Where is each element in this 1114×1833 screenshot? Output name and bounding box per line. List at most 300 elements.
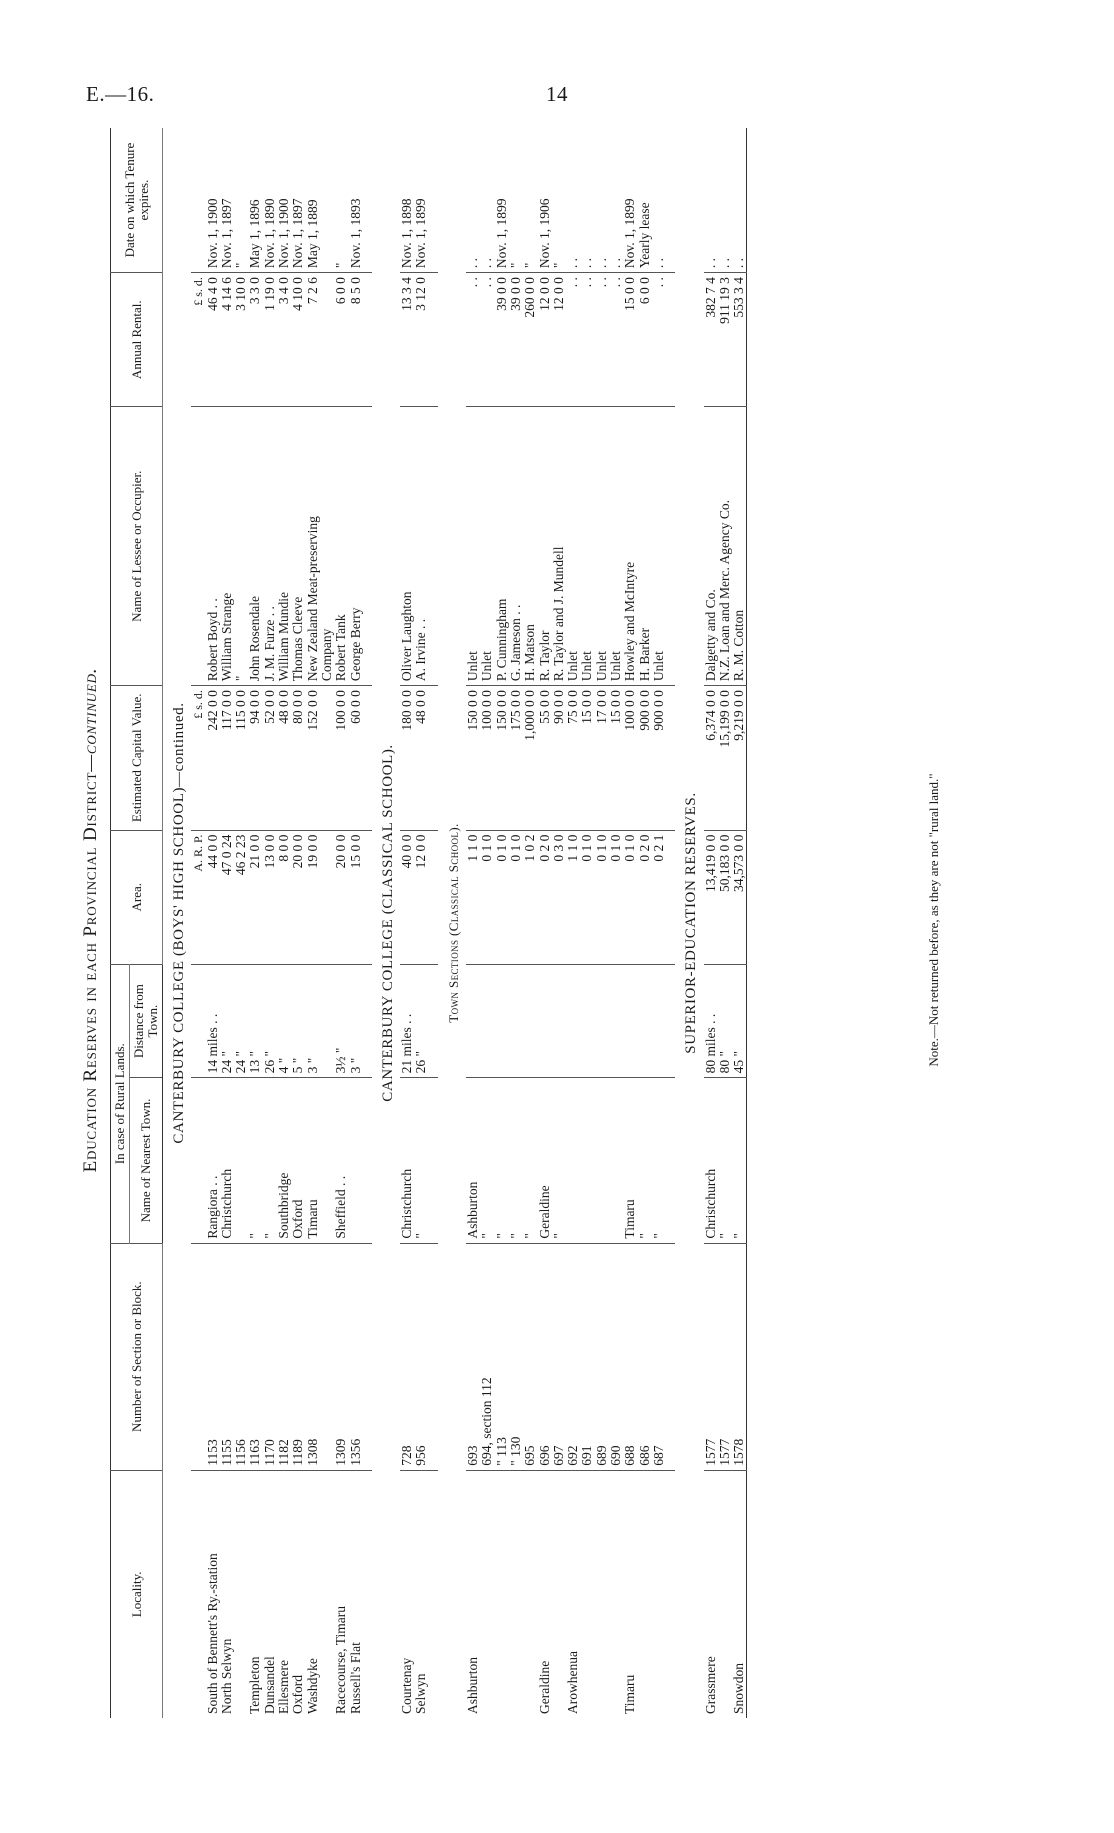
cell-distance — [623, 964, 637, 1078]
cell-capital: 180 0 0 — [400, 686, 414, 831]
cell-locality — [609, 1470, 623, 1718]
cell-rental: 3 10 0 — [234, 273, 248, 407]
cell-lessee: A. Irvine . . — [414, 407, 428, 686]
cell-town: Ashburton — [466, 1078, 480, 1243]
header-capital: Estimated Capital Value. — [111, 686, 163, 831]
cell-town: " — [480, 1078, 494, 1243]
cell-section: " 113 — [495, 1243, 509, 1470]
reserves-table — [110, 128, 747, 1718]
cell-capital: 94 0 0 — [248, 686, 262, 831]
cell-rental: 260 0 0 — [523, 273, 537, 407]
cell-area: 1 1 0 — [466, 830, 480, 964]
spacer-cell — [666, 1470, 675, 1718]
table-row — [523, 128, 537, 1718]
cell-lessee: Dalgetty and Co. — [704, 407, 718, 686]
cell-section: 1163 — [248, 1243, 262, 1470]
cell-lessee: Howley and McIntyre — [623, 407, 637, 686]
cell-locality — [638, 1470, 652, 1718]
cell-section: " 130 — [509, 1243, 523, 1470]
cell-rental: 15 0 0 — [623, 273, 637, 407]
cell-area: 0 1 0 — [595, 830, 609, 964]
header-town: Name of Nearest Town. — [130, 1078, 163, 1243]
cell-rental — [320, 273, 334, 407]
spacer-cell — [363, 128, 372, 273]
cell-locality — [234, 1470, 248, 1718]
cell-rental: 7 2 6 — [306, 273, 320, 407]
cell-capital: 17 0 0 — [595, 686, 609, 831]
cell-area: 0 2 0 — [538, 830, 552, 964]
cell-expires: Nov. 1, 1898 — [400, 128, 414, 273]
cell-distance: 80 miles . . — [704, 964, 718, 1078]
cell-locality: Dunsandel — [261, 1656, 277, 1714]
spacer-cell — [363, 407, 372, 686]
cell-town — [320, 1078, 334, 1243]
cell-rental: . . — [609, 273, 623, 407]
cell-distance: 24 " — [234, 964, 248, 1078]
cell-expires: Nov. 1, 1900 — [277, 128, 291, 273]
cell-area: 20 0 0 — [291, 830, 305, 964]
spacer-cell — [429, 1470, 438, 1718]
table-row — [495, 128, 509, 1718]
cell-area: 0 1 0 — [480, 830, 494, 964]
rotated-table-page — [80, 100, 960, 1740]
cell-distance: 4 " — [277, 964, 291, 1078]
header-rural-group: In case of Rural Lands. — [111, 964, 130, 1243]
spacer-cell — [666, 686, 675, 831]
cell-distance — [566, 964, 580, 1078]
cell-expires: Nov. 1, 1897 — [291, 128, 305, 273]
cell-rental: . . — [480, 273, 494, 407]
table-row — [732, 128, 747, 1718]
cell-expires: " — [523, 128, 537, 273]
cell-distance — [552, 964, 566, 1078]
cell-section: 693 — [466, 1243, 480, 1470]
table-row — [263, 128, 277, 1718]
cell-section: 690 — [609, 1243, 623, 1470]
cell-locality — [495, 1470, 509, 1718]
cell-distance — [509, 964, 523, 1078]
cell-town: " — [248, 1078, 262, 1243]
cell-rental: 4 14 6 — [220, 273, 234, 407]
section-heading: CANTERBURY COLLEGE (CLASSICAL SCHOOL). — [379, 744, 396, 1102]
cell-area: 0 3 0 — [552, 830, 566, 964]
table-row — [638, 128, 652, 1718]
units-lessee — [191, 407, 205, 686]
units-town — [191, 1078, 205, 1243]
cell-rental: 1 19 0 — [263, 273, 277, 407]
cell-locality: Oxford — [290, 1675, 306, 1714]
cell-area — [320, 830, 334, 964]
cell-lessee: Unlet — [466, 407, 480, 686]
cell-expires: . . — [609, 128, 623, 273]
cell-capital: 100 0 0 — [480, 686, 494, 831]
header-area: Area. — [111, 830, 163, 964]
cell-expires: . . — [466, 128, 480, 273]
header-rental: Annual Rental. — [111, 273, 163, 407]
cell-town — [566, 1078, 580, 1243]
spacer-cell — [429, 128, 438, 273]
table-row — [623, 128, 637, 1718]
units-expires — [191, 128, 205, 273]
spacer-row — [363, 128, 372, 1718]
cell-distance: 24 " — [220, 964, 234, 1078]
spacer-cell — [429, 964, 438, 1078]
cell-lessee: New Zealand Meat-preserving — [306, 407, 320, 686]
cell-lessee: Company — [320, 407, 334, 686]
cell-capital: 9,219 0 0 — [732, 686, 747, 831]
cell-lessee: Oliver Laughton — [400, 407, 414, 686]
cell-lessee: Thomas Cleeve — [291, 407, 305, 686]
cell-locality: South of Bennett's Ry.-station — [204, 1553, 220, 1714]
spacer-cell — [429, 1078, 438, 1243]
header-distance: Distance from Town. — [130, 964, 163, 1078]
table-title-main: Education Reserves in each Provincial District — [80, 771, 101, 1173]
cell-rental: 553 3 4 — [732, 273, 747, 407]
cell-distance — [495, 964, 509, 1078]
cell-area: 47 0 24 — [220, 830, 234, 964]
cell-area: 0 2 0 — [638, 830, 652, 964]
cell-distance — [595, 964, 609, 1078]
cell-rental: 12 0 0 — [552, 273, 566, 407]
cell-area: 8 0 0 — [277, 830, 291, 964]
spacer-cell — [363, 830, 372, 964]
cell-capital: 15,199 0 0 — [718, 686, 732, 831]
header-locality: Locality. — [111, 1470, 163, 1718]
spacer-cell — [666, 830, 675, 964]
cell-area: 13,419 0 0 — [704, 830, 718, 964]
cell-capital: 175 0 0 — [509, 686, 523, 831]
cell-section — [320, 1243, 334, 1470]
spacer-cell — [666, 128, 675, 273]
cell-capital: 100 0 0 — [623, 686, 637, 831]
table-row — [609, 128, 623, 1718]
spacer-cell — [363, 1243, 372, 1470]
spacer-row — [666, 128, 675, 1718]
page-reference: E.—16. — [86, 82, 155, 106]
cell-locality: North Selwyn — [218, 1638, 234, 1714]
table-title-suffix: —continued. — [80, 667, 101, 772]
cell-distance — [652, 964, 666, 1078]
table-row — [466, 128, 480, 1718]
cell-expires: . . — [580, 128, 594, 273]
cell-distance: 26 " — [414, 964, 428, 1078]
cell-capital: 52 0 0 — [263, 686, 277, 831]
cell-distance: 80 " — [718, 964, 732, 1078]
cell-rental: 13 3 4 — [400, 273, 414, 407]
cell-section: 1153 — [206, 1243, 220, 1470]
cell-town: Rangiora . . — [206, 1078, 220, 1243]
cell-area: 0 1 0 — [609, 830, 623, 964]
cell-expires: . . — [480, 128, 494, 273]
section-heading: SUPERIOR-EDUCATION RESERVES. — [683, 792, 700, 1054]
cell-distance — [609, 964, 623, 1078]
cell-lessee: R. M. Cotton — [732, 407, 747, 686]
spacer-cell — [363, 1470, 372, 1718]
cell-town: Christchurch — [704, 1078, 718, 1243]
cell-area: 40 0 0 — [400, 830, 414, 964]
cell-locality — [509, 1470, 523, 1718]
table-row — [234, 128, 248, 1718]
cell-rental: . . — [595, 273, 609, 407]
cell-section: 1170 — [263, 1243, 277, 1470]
cell-section: 688 — [623, 1243, 637, 1470]
cell-town: Sheffield . . — [334, 1078, 348, 1243]
spacer-cell — [429, 686, 438, 831]
cell-lessee: Robert Tank — [334, 407, 348, 686]
section-heading-row — [438, 128, 466, 1718]
cell-distance: 5 " — [291, 964, 305, 1078]
cell-lessee: Unlet — [566, 407, 580, 686]
cell-area: 13 0 0 — [263, 830, 277, 964]
cell-town: " — [495, 1078, 509, 1243]
cell-expires: . . — [718, 128, 732, 273]
cell-town — [234, 1078, 248, 1243]
cell-capital: 60 0 0 — [349, 686, 363, 831]
cell-area: 0 1 0 — [495, 830, 509, 964]
cell-section: 1577 — [718, 1243, 732, 1470]
cell-capital: 55 0 0 — [538, 686, 552, 831]
cell-capital — [320, 686, 334, 831]
cell-town: Timaru — [306, 1078, 320, 1243]
cell-town — [349, 1078, 363, 1243]
cell-area: 21 0 0 — [248, 830, 262, 964]
cell-area: 20 0 0 — [334, 830, 348, 964]
cell-capital: 75 0 0 — [566, 686, 580, 831]
cell-expires: . . — [704, 128, 718, 273]
cell-town — [609, 1078, 623, 1243]
cell-locality: Russell's Flat — [347, 1642, 363, 1714]
cell-locality: Templeton — [247, 1656, 263, 1714]
cell-expires: May 1, 1889 — [306, 128, 320, 273]
section-heading-row — [372, 128, 400, 1718]
cell-lessee: H. Barker — [638, 407, 652, 686]
table-row — [206, 128, 220, 1718]
cell-expires: . . — [652, 128, 666, 273]
cell-expires: " — [334, 128, 348, 273]
cell-capital: 150 0 0 — [495, 686, 509, 831]
units-rental: £ s. d. — [191, 273, 205, 407]
cell-distance: 3 " — [349, 964, 363, 1078]
units-capital: £ s. d. — [191, 686, 205, 831]
table-row — [400, 128, 414, 1718]
header-lessee: Name of Lessee or Occupier. — [111, 407, 163, 686]
table-row — [248, 128, 262, 1718]
cell-town: " — [638, 1078, 652, 1243]
cell-locality: Grassmere — [702, 1656, 718, 1714]
cell-rental: 8 5 0 — [349, 273, 363, 407]
cell-section: 689 — [595, 1243, 609, 1470]
cell-town: " — [552, 1078, 566, 1243]
cell-area: 1 0 2 — [523, 830, 537, 964]
table-body — [163, 128, 747, 1718]
cell-locality: Washdyke — [304, 1658, 320, 1714]
units-locality — [191, 1470, 205, 1718]
cell-section: 1189 — [291, 1243, 305, 1470]
cell-lessee: Unlet — [609, 407, 623, 686]
cell-capital: 900 0 0 — [652, 686, 666, 831]
cell-locality — [718, 1470, 732, 1718]
cell-rental: 3 12 0 — [414, 273, 428, 407]
cell-lessee: " — [234, 407, 248, 686]
cell-lessee: John Rosendale — [248, 407, 262, 686]
cell-expires: Nov. 1, 1890 — [263, 128, 277, 273]
cell-section: 1356 — [349, 1243, 363, 1470]
cell-capital: 80 0 0 — [291, 686, 305, 831]
section-heading-row — [675, 128, 703, 1718]
cell-lessee: William Strange — [220, 407, 234, 686]
cell-locality — [480, 1470, 494, 1718]
cell-area: 15 0 0 — [349, 830, 363, 964]
cell-locality: Courtenay — [399, 1657, 415, 1714]
table-row — [580, 128, 594, 1718]
cell-rental: 6 0 0 — [638, 273, 652, 407]
cell-distance: 14 miles . . — [206, 964, 220, 1078]
cell-locality: Geraldine — [536, 1660, 552, 1714]
cell-distance: 13 " — [248, 964, 262, 1078]
cell-rental: 39 0 0 — [509, 273, 523, 407]
cell-rental: 46 4 0 — [206, 273, 220, 407]
cell-expires: Nov. 1, 1899 — [414, 128, 428, 273]
cell-section: 728 — [400, 1243, 414, 1470]
table-row — [718, 128, 732, 1718]
table-row — [566, 128, 580, 1718]
cell-locality: Racecourse, Timaru — [333, 1606, 349, 1714]
cell-area: 44 0 0 — [206, 830, 220, 964]
cell-expires: Nov. 1, 1899 — [623, 128, 637, 273]
cell-lessee: H. Matson — [523, 407, 537, 686]
cell-section: 1182 — [277, 1243, 291, 1470]
cell-locality — [580, 1470, 594, 1718]
cell-section: 696 — [538, 1243, 552, 1470]
cell-rental: 39 0 0 — [495, 273, 509, 407]
table-row — [220, 128, 234, 1718]
cell-area: 19 0 0 — [306, 830, 320, 964]
cell-expires: . . — [566, 128, 580, 273]
cell-distance — [523, 964, 537, 1078]
cell-capital: 15 0 0 — [609, 686, 623, 831]
cell-distance: 3½ " — [334, 964, 348, 1078]
cell-lessee: Robert Boyd . . — [206, 407, 220, 686]
cell-expires — [320, 128, 334, 273]
spacer-cell — [429, 830, 438, 964]
cell-town: " — [523, 1078, 537, 1243]
cell-area: 12 0 0 — [414, 830, 428, 964]
cell-section: 1155 — [220, 1243, 234, 1470]
table-row — [595, 128, 609, 1718]
footnote: Note.—Not returned before, as they are not "rural land." — [926, 773, 941, 1067]
cell-area: 46 2 23 — [234, 830, 248, 964]
cell-capital: 48 0 0 — [414, 686, 428, 831]
cell-expires: " — [552, 128, 566, 273]
cell-rental: 6 0 0 — [334, 273, 348, 407]
header-section: Number of Section or Block. — [111, 1243, 163, 1470]
cell-lessee: Unlet — [580, 407, 594, 686]
cell-town: " — [509, 1078, 523, 1243]
table-row — [552, 128, 566, 1718]
cell-rental: 382 7 4 — [704, 273, 718, 407]
spacer-cell — [429, 273, 438, 407]
cell-lessee: P. Cunningham — [495, 407, 509, 686]
cell-capital: 150 0 0 — [466, 686, 480, 831]
cell-locality — [595, 1470, 609, 1718]
section-heading-row — [163, 128, 192, 1718]
units-row — [191, 128, 205, 1718]
cell-locality: Selwyn — [413, 1673, 429, 1714]
cell-town: Christchurch — [220, 1078, 234, 1243]
table-row — [334, 128, 348, 1718]
cell-capital: 242 0 0 — [206, 686, 220, 831]
spacer-cell — [429, 407, 438, 686]
cell-section: 1578 — [732, 1243, 747, 1470]
spacer-cell — [363, 1078, 372, 1243]
cell-capital: 152 0 0 — [306, 686, 320, 831]
table-row — [538, 128, 552, 1718]
table-row — [320, 128, 334, 1718]
cell-rental: 3 3 0 — [248, 273, 262, 407]
cell-expires: Yearly lease — [638, 128, 652, 273]
cell-capital: 100 0 0 — [334, 686, 348, 831]
cell-locality: Snowdon — [731, 1662, 747, 1714]
section-heading: CANTERBURY COLLEGE (BOYS' HIGH SCHOOL)—continued. — [171, 702, 187, 1144]
cell-expires: Nov. 1, 1899 — [495, 128, 509, 273]
cell-rental: 911 19 3 — [718, 273, 732, 407]
cell-expires: " — [509, 128, 523, 273]
cell-locality: Arowhenua — [565, 1651, 581, 1714]
cell-expires: " — [234, 128, 248, 273]
cell-town — [595, 1078, 609, 1243]
cell-distance — [466, 964, 480, 1078]
cell-rental: . . — [652, 273, 666, 407]
cell-lessee: R. Taylor — [538, 407, 552, 686]
cell-town — [580, 1078, 594, 1243]
cell-lessee: George Berry — [349, 407, 363, 686]
cell-rental: 12 0 0 — [538, 273, 552, 407]
cell-town: " — [652, 1078, 666, 1243]
cell-expires: Nov. 1, 1893 — [349, 128, 363, 273]
cell-town: " — [718, 1078, 732, 1243]
spacer-cell — [666, 1243, 675, 1470]
cell-expires: . . — [732, 128, 747, 273]
cell-expires: Nov. 1, 1906 — [538, 128, 552, 273]
cell-section: 694, section 112 — [480, 1243, 494, 1470]
header-expires: Date on which Tenure expires. — [111, 128, 163, 273]
cell-lessee: G. Jameson . . — [509, 407, 523, 686]
cell-locality: Timaru — [622, 1674, 638, 1714]
cell-rental: . . — [566, 273, 580, 407]
cell-lessee: Unlet — [595, 407, 609, 686]
cell-distance — [580, 964, 594, 1078]
cell-town: Oxford — [291, 1078, 305, 1243]
cell-rental: . . — [466, 273, 480, 407]
spacer-cell — [363, 686, 372, 831]
cell-area: 0 1 0 — [580, 830, 594, 964]
cell-rental: . . — [580, 273, 594, 407]
spacer-cell — [363, 964, 372, 1078]
table-row — [306, 128, 320, 1718]
cell-locality — [652, 1470, 666, 1718]
cell-capital: 900 0 0 — [638, 686, 652, 831]
cell-capital: 48 0 0 — [277, 686, 291, 831]
cell-town: Geraldine — [538, 1078, 552, 1243]
units-distance — [191, 964, 205, 1078]
table-row — [291, 128, 305, 1718]
cell-capital: 15 0 0 — [580, 686, 594, 831]
units-section — [191, 1243, 205, 1470]
cell-lessee: Unlet — [652, 407, 666, 686]
cell-town: " — [414, 1078, 428, 1243]
cell-distance: 45 " — [732, 964, 747, 1078]
table-row — [277, 128, 291, 1718]
